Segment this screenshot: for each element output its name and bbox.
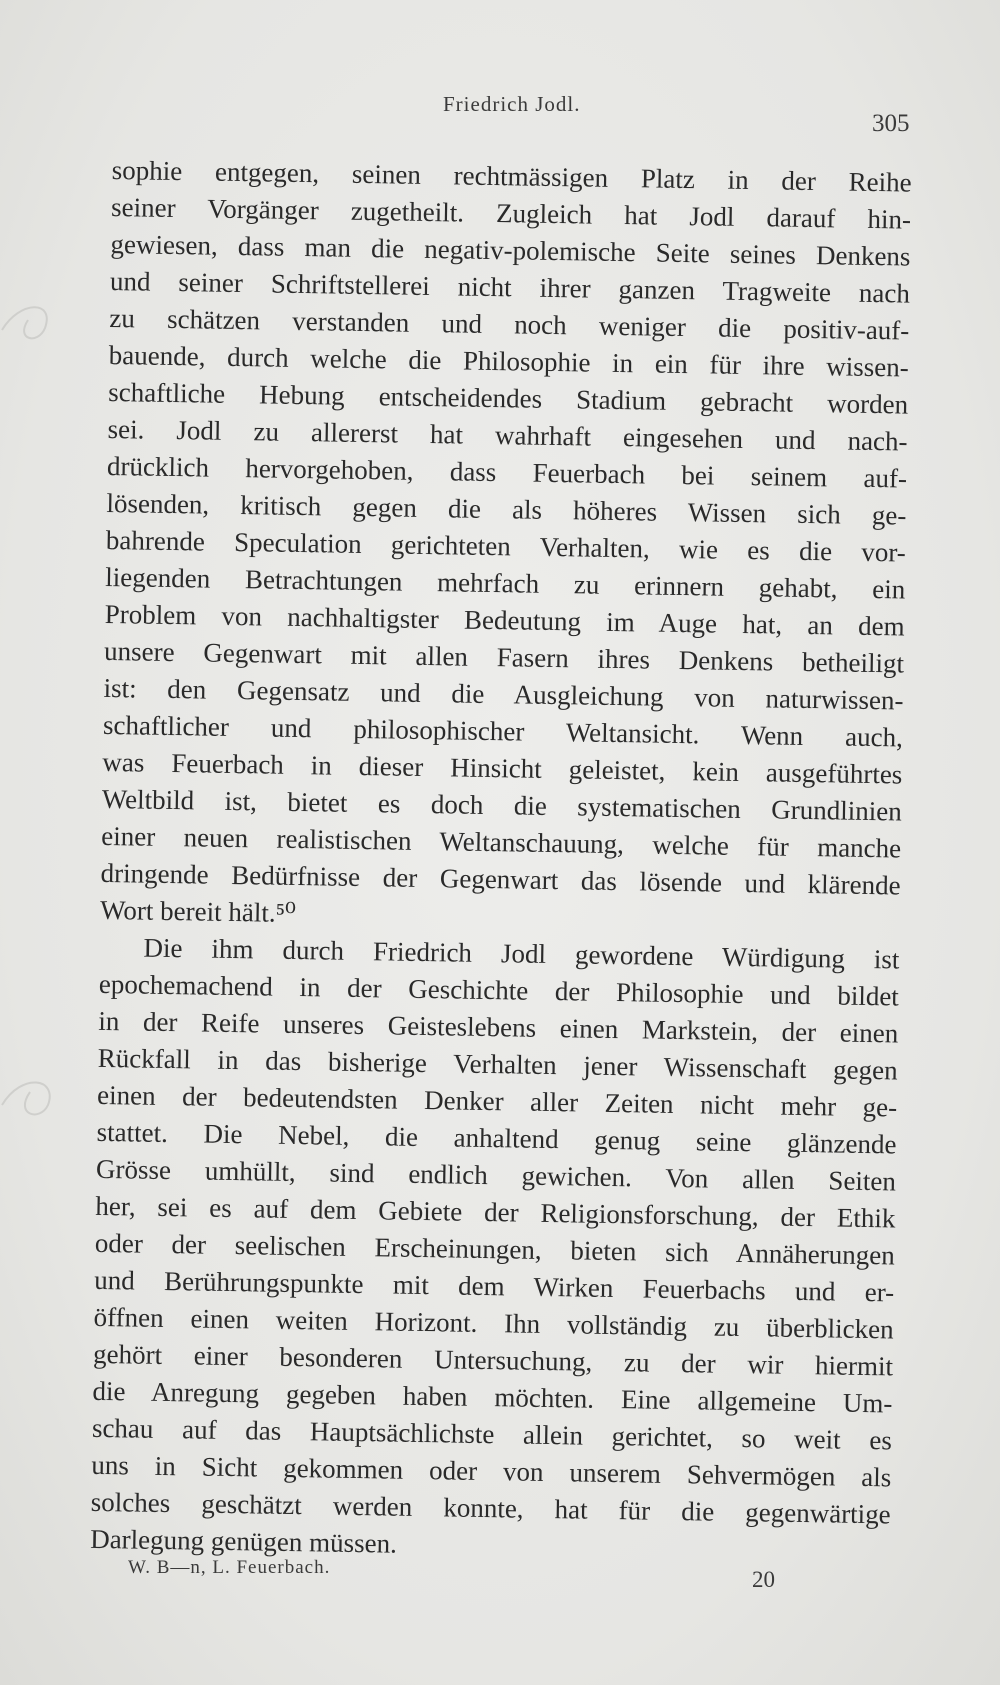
text-line: liegenden Betrachtungen mehrfach zu erinnern gehabt, ein xyxy=(105,561,906,605)
text-line: in der Reife unseres Geisteslebens einen Markstein, der einen xyxy=(98,1005,899,1049)
text-line: dringende Bedürfnisse der Gegenwart das lösende und klärende xyxy=(100,857,901,901)
text-line: was Feuerbach in dieser Hinsicht geleistet, kein ausgeführtes xyxy=(102,746,903,790)
text-line: bahrende Speculation gerichteten Verhalten, wie es die vor- xyxy=(105,524,907,568)
sheet-number: 20 xyxy=(752,1567,775,1592)
text-line: Problem von nachhaltigster Bedeutung im Auge hat, an dem xyxy=(104,598,905,642)
text-line: und seiner Schriftstellerei nicht ihrer ganzen Tragweite nach xyxy=(109,265,911,309)
pencil-mark-icon xyxy=(0,1060,70,1140)
body-text xyxy=(90,152,912,1570)
text-line: bauende, durch welche die Philosophie in ein für ihre wissen- xyxy=(108,339,909,383)
text-line: öffnen einen weiten Horizont. Ihn vollständig zu überblicken xyxy=(93,1301,894,1345)
text-line: und Berührungspunkte mit dem Wirken Feuerbachs und er- xyxy=(94,1264,895,1308)
text-line: sei. Jodl zu allererst hat wahrhaft eingesehen und nach- xyxy=(107,413,908,457)
running-title: Friedrich Jodl. xyxy=(443,92,581,116)
page-number: 305 xyxy=(872,110,910,137)
text-line: schaftliche Hebung entscheidendes Stadium gebracht worden xyxy=(107,376,909,420)
text-line: drücklich hervorgehoben, dass Feuerbach bei seinem auf- xyxy=(106,450,908,494)
text-line: Rückfall in das bisherige Verhalten jener Wissenschaft gegen xyxy=(97,1042,898,1086)
page-footer xyxy=(0,1555,1000,1595)
text-line: stattet. Die Nebel, die anhaltend genug seine glänzende xyxy=(96,1116,897,1160)
text-line: Wort bereit hält.⁵⁰ xyxy=(99,894,297,928)
signature-mark: W. B—n, L. Feuerbach. xyxy=(128,1557,331,1578)
text-line: schaftlicher und philosophischer Weltansicht. Wenn auch, xyxy=(102,709,904,753)
text-line: schau auf das Hauptsächlichste allein gerichtet, so weit es xyxy=(91,1412,893,1456)
page-header xyxy=(0,92,1000,137)
text-line: sophie entgegen, seinen rechtmässigen Platz in der Reihe xyxy=(111,154,912,198)
text-line: ist: den Gegensatz und die Ausgleichung von naturwissen- xyxy=(103,672,904,716)
paragraph xyxy=(90,929,900,1570)
text-line: die Anregung gegeben haben möchten. Eine allgemeine Um- xyxy=(92,1375,893,1419)
text-line: solches geschätzt werden konnte, hat für die gegenwärtige xyxy=(90,1486,891,1530)
text-line: lösenden, kritisch gegen die als höheres Wissen sich ge- xyxy=(106,487,907,531)
text-line: epochemachend in der Geschichte der Philosophie und bildet xyxy=(98,968,900,1012)
paragraph xyxy=(100,152,912,941)
text-line: Weltbild ist, bietet es doch die systematischen Grundlinien xyxy=(101,783,902,827)
text-line: gewiesen, dass man die negativ-polemische Seite seines Denkens xyxy=(110,228,911,272)
text-line: einen der bedeutendsten Denker aller Zeiten nicht mehr ge- xyxy=(96,1079,898,1123)
text-line: einer neuen realistischen Weltanschauung, welche für manche xyxy=(101,820,902,864)
pencil-mark-icon xyxy=(0,290,70,370)
text-line: Grösse umhüllt, sind endlich gewichen. Von allen Seiten xyxy=(95,1153,897,1197)
text-line: zu schätzen verstanden und noch weniger die positiv-auf- xyxy=(109,302,910,346)
text-line: Darlegung genügen müssen. xyxy=(89,1523,398,1559)
text-line: unsere Gegenwart mit allen Fasern ihres Denkens betheiligt xyxy=(103,635,905,679)
text-line: seiner Vorgänger zugetheilt. Zugleich hat Jodl darauf hin- xyxy=(110,191,912,235)
text-line: Die ihm durch Friedrich Jodl gewordene Würdigung ist xyxy=(143,932,900,975)
text-line: gehört einer besonderen Untersuchung, zu der wir hiermit xyxy=(92,1338,894,1382)
text-line: her, sei es auf dem Gebiete der Religionsforschung, der Ethik xyxy=(95,1190,896,1234)
text-line: uns in Sicht gekommen oder von unserem Sehvermögen als xyxy=(91,1449,892,1493)
text-line: oder der seelischen Erscheinungen, bieten sich Annäherungen xyxy=(94,1227,896,1271)
